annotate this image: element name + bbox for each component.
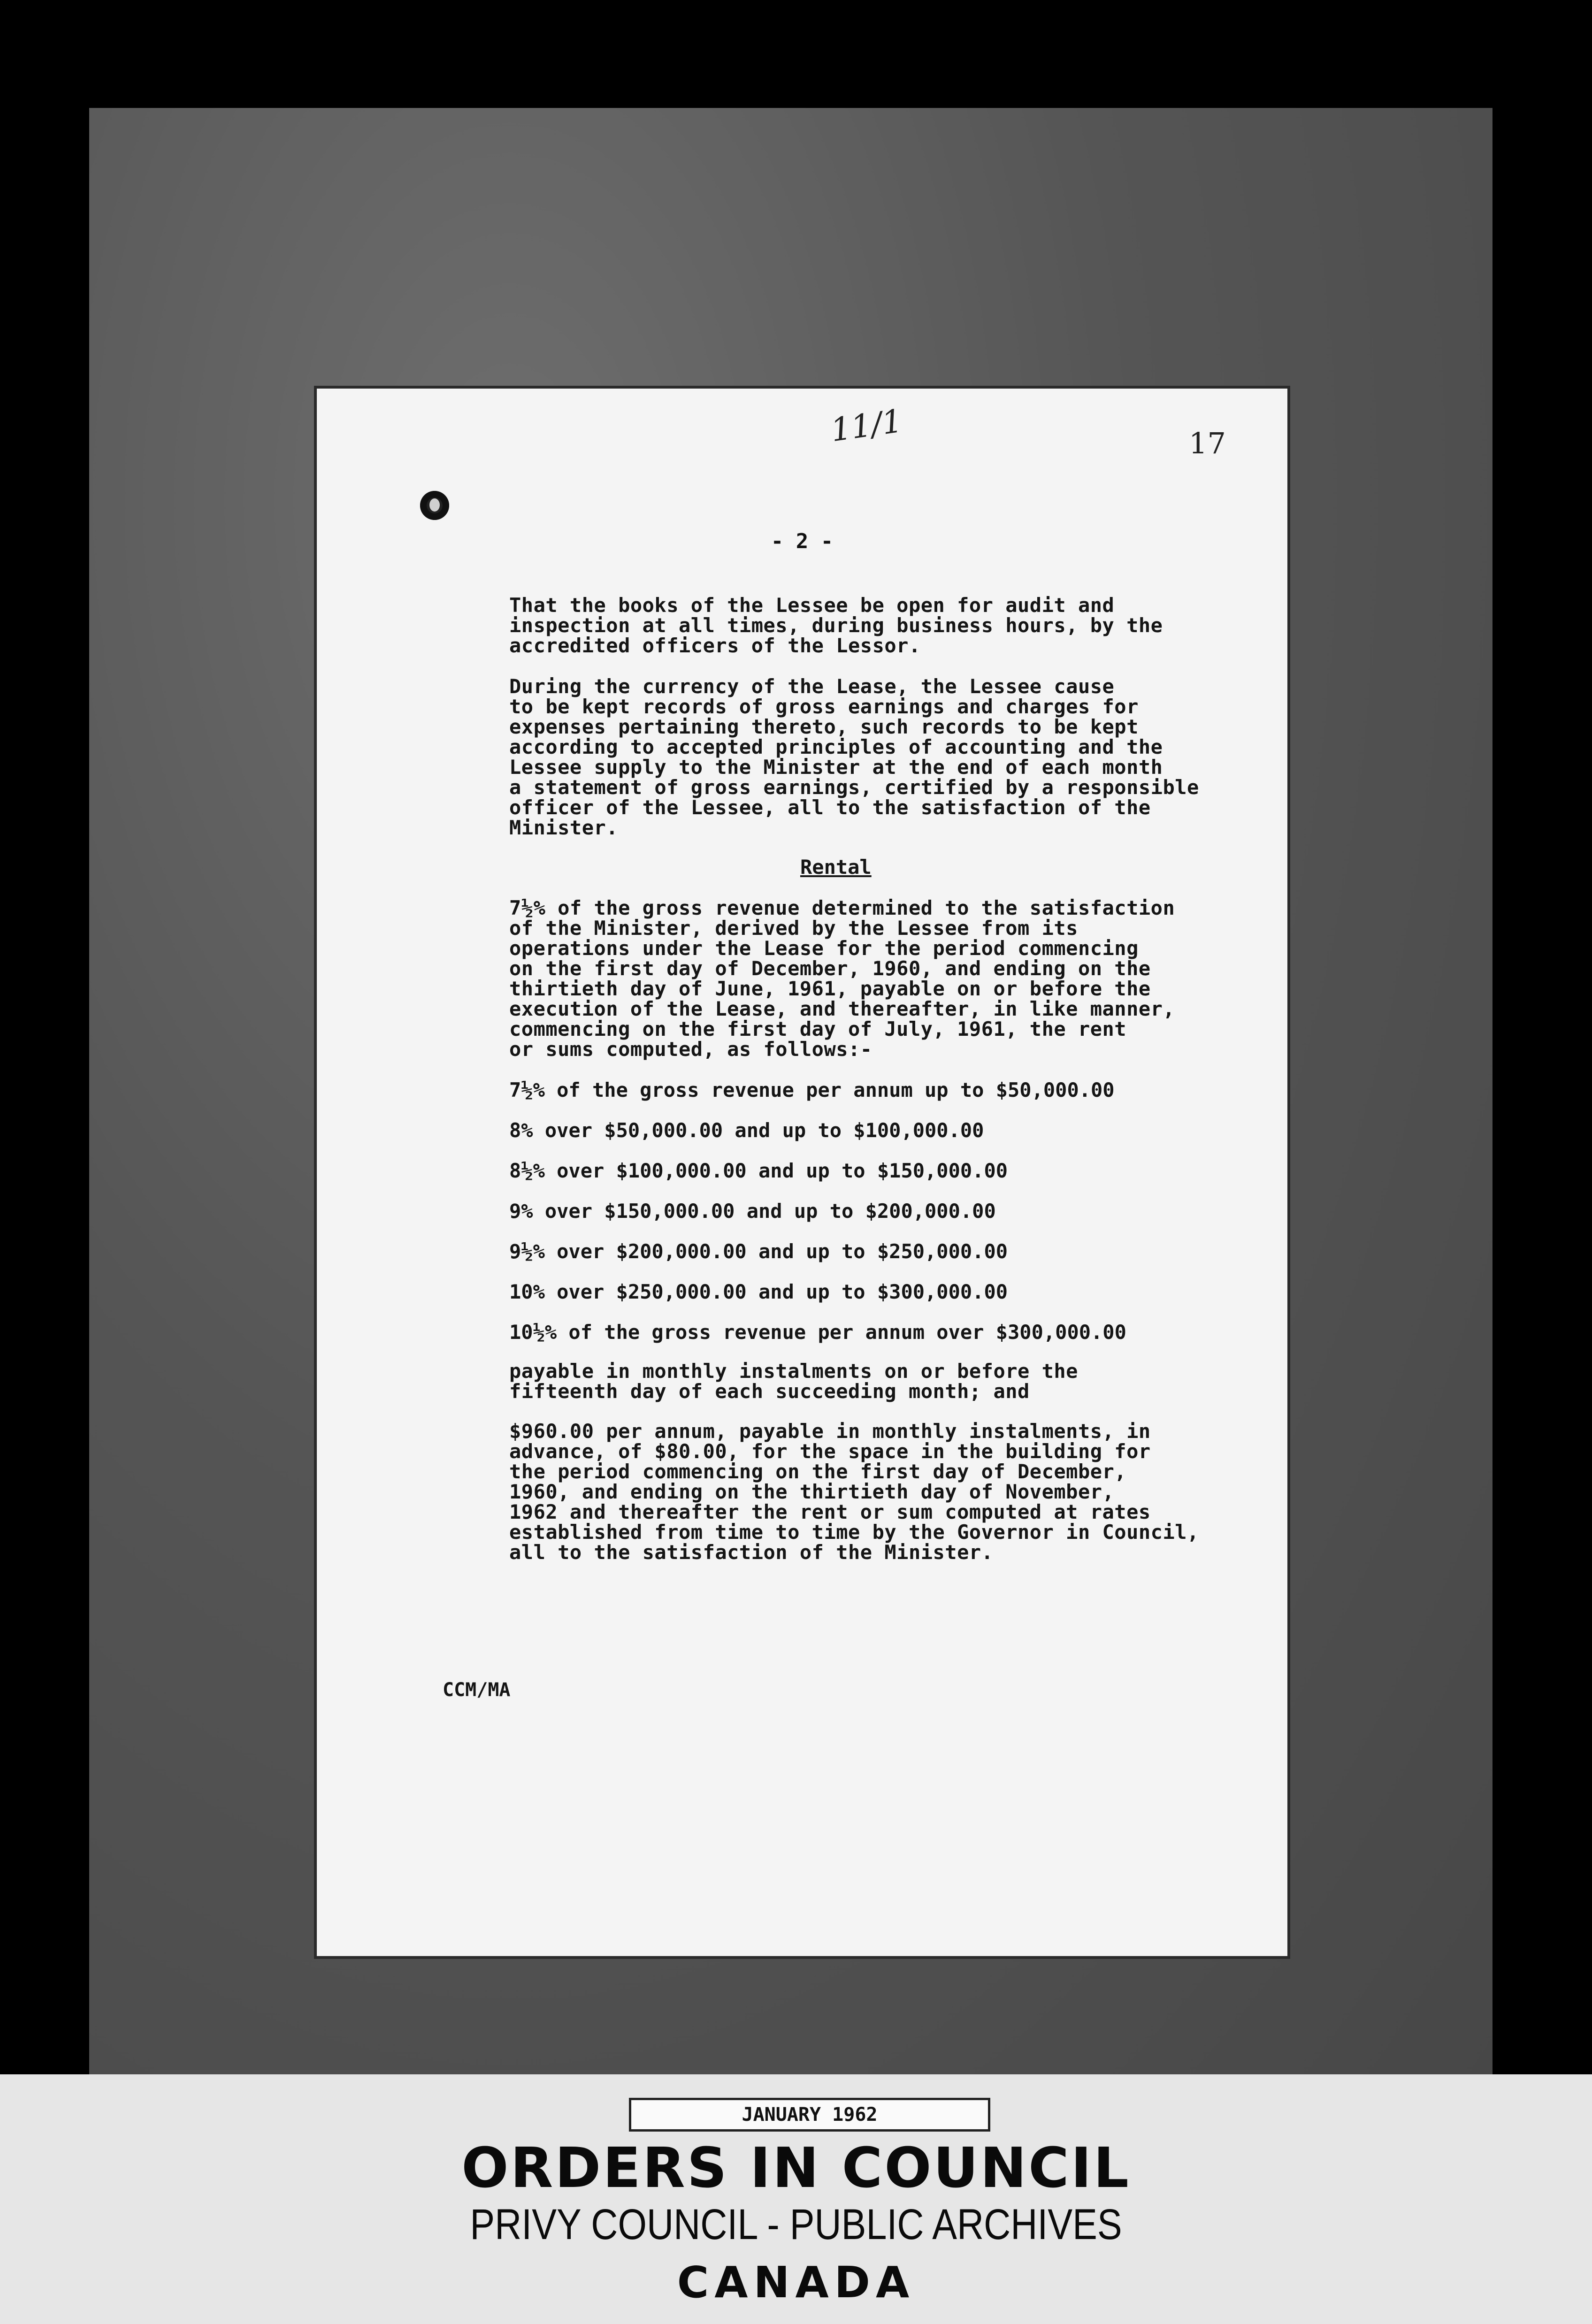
paragraph-rental-terms: 7½% of the gross revenue determined to the satisfaction of the Minister, derived by the Lessee from its operations under the Lease for the period commencing on the first day of December, 1960, and ending on the thirtieth day of June, 1961, payable on or before the execution of the Lease, and thereafter, in like manner, commencing on the first day of July, 1961, the rent or sums computed, as follows:- (509, 896, 1175, 1061)
archive-label (0, 2074, 1592, 2324)
document-page (317, 389, 1287, 1956)
rate-line: 10½% of the gross revenue per annum over $300,000.00 (509, 1321, 1126, 1344)
paragraph-records: During the currency of the Lease, the Lessee cause to be kept records of gross earnings and charges for expenses pertaining thereto, such records to be kept according to accepted principles of accounting and the Lessee supply to the Minister at the end of each month a statement of gross earnings, certified by a responsible officer of the Lessee, all to the satisfaction of the Minister. (509, 675, 1199, 839)
archive-subtitle: PRIVY COUNCIL - PUBLIC ARCHIVES (470, 2201, 1122, 2248)
paragraph-space-rent: $960.00 per annum, payable in monthly instalments, in advance, of $80.00, for the space in the building for the period commencing on the first day of December, 1960, and ending on the thirtieth day of November, 1962 and thereafter the rent or sum computed at rates established from time to time by the Governor in Council, all to the satisfaction of the Minister. (509, 1420, 1199, 1564)
archive-title: ORDERS IN COUNCIL (461, 2135, 1131, 2200)
handwritten-mark: 11/1 (828, 402, 905, 450)
rate-line: 9% over $150,000.00 and up to $200,000.00 (509, 1200, 996, 1223)
rental-heading: Rental (800, 856, 872, 879)
punch-hole (420, 491, 449, 520)
page-marker: - 2 - (771, 529, 834, 553)
archive-date: JANUARY 1962 (629, 2098, 990, 2132)
paragraph-payable: payable in monthly instalments on or before the fifteenth day of each succeeding month; and (509, 1360, 1078, 1403)
rate-line: 10% over $250,000.00 and up to $300,000.00 (509, 1280, 1008, 1303)
rate-line: 8½% over $100,000.00 and up to $150,000.00 (509, 1159, 1008, 1182)
paragraph-audit: That the books of the Lessee be open for audit and inspection at all times, during business hours, by the accredited officers of the Lessor. (509, 594, 1163, 657)
folio-number: 17 (1189, 426, 1226, 460)
rate-line: 9½% over $200,000.00 and up to $250,000.00 (509, 1240, 1008, 1263)
rate-line: 8% over $50,000.00 and up to $100,000.00 (509, 1119, 984, 1142)
rate-line: 7½% of the gross revenue per annum up to $50,000.00 (509, 1078, 1115, 1101)
typist-initials: CCM/MA (443, 1679, 511, 1701)
archive-country: CANADA (677, 2257, 915, 2308)
